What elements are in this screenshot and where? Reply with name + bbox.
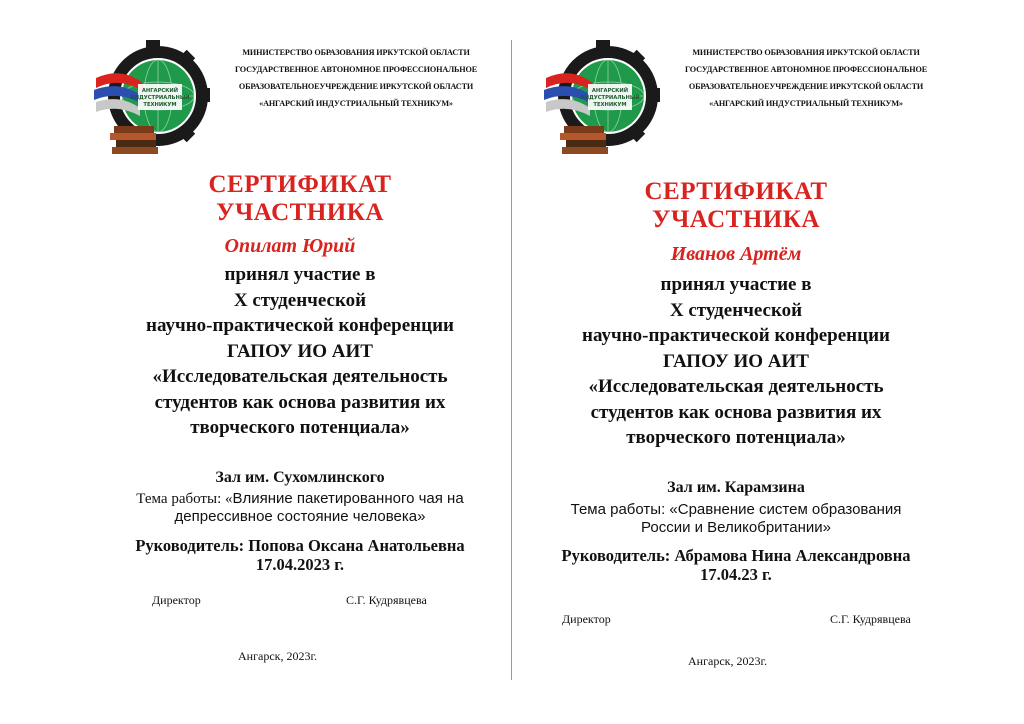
theme-line: творческого потенциала» [626, 427, 846, 448]
header-line: ГОСУДАРСТВЕННОЕ АВТОНОМНОЕ ПРОФЕССИОНАЛЬНОЕ [234, 65, 478, 74]
title-line: СЕРТИФИКАТ [208, 171, 392, 198]
topic-line: России и Великобритании» [641, 519, 831, 536]
participant-name: Опилат Юрий [224, 235, 356, 257]
participant-name: Иванов Артём [670, 243, 802, 265]
city-year: Ангарск, 2023г. [688, 654, 768, 668]
theme-line: «Исследовательская деятельность [152, 366, 448, 387]
logo-text-line2: ИНДУСТРИАЛЬНЫЙ [130, 95, 190, 101]
conference-line: X студенческой [669, 299, 803, 321]
title-line: СЕРТИФИКАТ [644, 178, 828, 205]
institution-header [664, 44, 948, 112]
conference-line: научно-практической конференции [146, 315, 454, 336]
logo-text-line2: ИНДУСТРИАЛЬНЫЙ [580, 95, 640, 101]
theme-line: студентов как основа развития их [154, 391, 446, 413]
conference-line: научно-практической конференции [582, 325, 890, 346]
title-line: УЧАСТНИКА [216, 199, 384, 226]
title-line: УЧАСТНИКА [652, 206, 820, 233]
topic-line: Тема работы: «Сравнение систем образования [570, 501, 902, 518]
director-name: С.Г. Кудрявцева [346, 593, 427, 607]
logo-text-line3: ТЕХНИКУМ [593, 102, 627, 108]
theme-line: творческого потенциала» [190, 417, 410, 438]
conference-text [496, 272, 976, 451]
participated-line: принял участие в [224, 264, 376, 285]
header-line: МИНИСТЕРСТВО ОБРАЗОВАНИЯ ИРКУТСКОЙ ОБЛАСТИ [692, 48, 920, 57]
city-year: Ангарск, 2023г. [238, 649, 318, 663]
certificate-title [150, 171, 450, 227]
hall-name: Зал им. Сухомлинского [215, 469, 385, 486]
certificate-date: 17.04.2023 г. [255, 555, 345, 574]
director-label: Директор [562, 612, 611, 626]
topic-line: депрессивное состояние человека» [174, 508, 426, 525]
header-line: «АНГАРСКИЙ ИНДУСТРИАЛЬНЫЙ ТЕХНИКУМ» [709, 99, 903, 108]
header-line: МИНИСТЕРСТВО ОБРАЗОВАНИЯ ИРКУТСКОЙ ОБЛАСТИ [242, 48, 470, 57]
logo-text-line3: ТЕХНИКУМ [143, 102, 177, 108]
college-logo [542, 40, 662, 156]
logo-text-line1: АНГАРСКИЙ [141, 88, 179, 94]
director-name: С.Г. Кудрявцева [830, 612, 911, 626]
theme-line: студентов как основа развития их [590, 401, 882, 423]
hall-name: Зал им. Карамзина [667, 479, 805, 496]
topic-line: Влияние пакетированного чая на [232, 490, 464, 507]
header-line: ОБРАЗОВАТЕЛЬНОЕУЧРЕЖДЕНИЕ ИРКУТСКОЙ ОБЛАСТИ [238, 82, 474, 91]
logo-text-line1: АНГАРСКИЙ [591, 88, 629, 94]
certificate-date: 17.04.23 г. [700, 565, 772, 584]
books-icon [560, 126, 608, 154]
conference-line: ГАПОУ ИО АИТ [663, 350, 809, 372]
supervisor-block [496, 546, 976, 584]
conference-line: X студенческой [233, 289, 367, 311]
supervisor-line: Руководитель: Абрамова Нина Александровна [561, 546, 911, 565]
topic-prefix: Тема работы: « [136, 491, 233, 507]
conference-line: ГАПОУ ИО АИТ [227, 340, 373, 362]
supervisor-line: Руководитель: Попова Оксана Анатольевна [135, 536, 465, 555]
header-line: «АНГАРСКИЙ ИНДУСТРИАЛЬНЫЙ ТЕХНИКУМ» [259, 99, 453, 108]
books-icon [110, 126, 158, 154]
college-logo [92, 40, 212, 156]
certificate-title [586, 178, 886, 234]
certificate-right [450, 0, 962, 724]
director-label: Директор [152, 593, 201, 607]
header-line: ОБРАЗОВАТЕЛЬНОЕУЧРЕЖДЕНИЕ ИРКУТСКОЙ ОБЛАСТИ [688, 82, 924, 91]
participated-line: принял участие в [660, 274, 812, 295]
work-topic [496, 501, 976, 537]
theme-line: «Исследовательская деятельность [588, 376, 884, 397]
header-line: ГОСУДАРСТВЕННОЕ АВТОНОМНОЕ ПРОФЕССИОНАЛЬНОЕ [684, 65, 928, 74]
